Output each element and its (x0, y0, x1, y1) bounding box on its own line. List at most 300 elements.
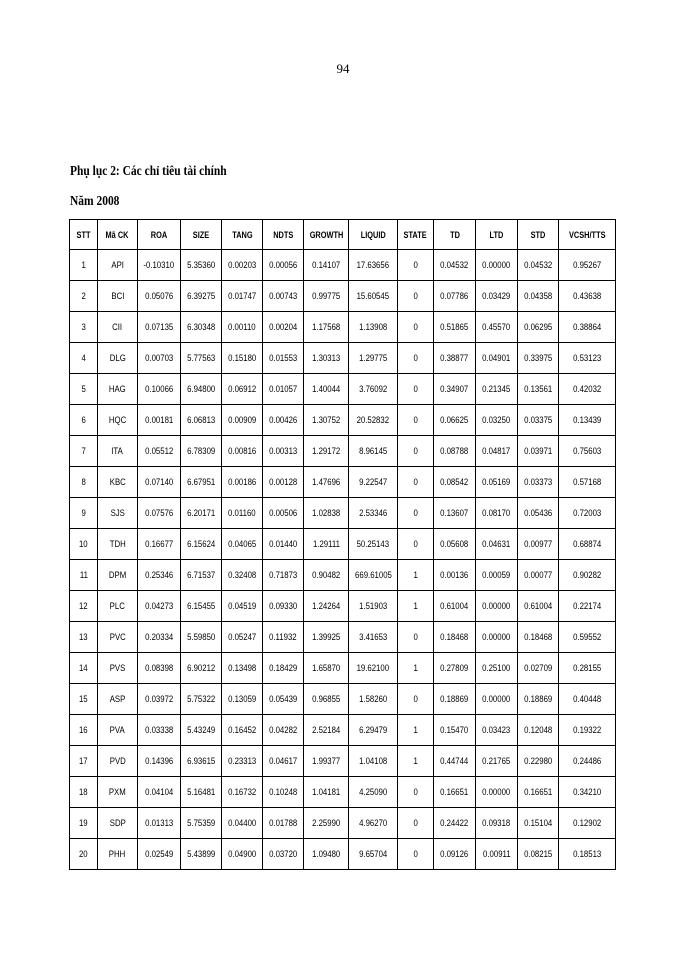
table-cell (138, 839, 181, 870)
cell-value: 0.99775 (311, 290, 341, 302)
cell-value: 0.06295 (523, 321, 553, 333)
table-cell (98, 250, 138, 281)
cell-value: 5.43899 (186, 848, 216, 860)
cell-value: 0.59552 (572, 631, 602, 643)
table-cell (518, 715, 559, 746)
table-cell (559, 529, 616, 560)
table-cell (263, 653, 304, 684)
column-header-label: LTD (489, 229, 504, 240)
cell-value: PHH (109, 848, 126, 860)
table-cell (138, 808, 181, 839)
table-cell (138, 560, 181, 591)
table-cell (349, 746, 398, 777)
table-cell (434, 653, 476, 684)
cell-value: 0.04519 (227, 600, 257, 612)
cell-value: 3.41653 (358, 631, 388, 643)
table-row (70, 467, 616, 498)
table-cell (398, 591, 434, 622)
cell-value: 5.35360 (186, 259, 216, 271)
table-cell (222, 560, 263, 591)
table-cell (304, 777, 349, 808)
table-cell (476, 374, 518, 405)
cell-value: 0.04282 (268, 724, 298, 736)
table-cell (518, 529, 559, 560)
cell-value: 2.53346 (358, 507, 388, 519)
cell-value: 6.30348 (186, 321, 216, 333)
cell-value: PLC (109, 600, 126, 612)
cell-value: 0 (413, 259, 418, 271)
cell-value: 0.27809 (440, 662, 469, 674)
table-cell (222, 839, 263, 870)
table-cell (138, 591, 181, 622)
table-cell (98, 312, 138, 343)
table-cell (138, 312, 181, 343)
table-cell (304, 343, 349, 374)
table-cell (434, 250, 476, 281)
table-cell (434, 498, 476, 529)
table-cell (518, 374, 559, 405)
table-cell (263, 746, 304, 777)
table-cell (349, 684, 398, 715)
table-cell (349, 591, 398, 622)
cell-value: 0.18869 (523, 693, 553, 705)
column-header (70, 220, 98, 250)
table-cell (398, 839, 434, 870)
table-cell (222, 684, 263, 715)
cell-value: 0.38864 (572, 321, 602, 333)
cell-value: 0.04358 (523, 290, 553, 302)
table-row (70, 777, 616, 808)
table-cell (98, 467, 138, 498)
cell-value: 0 (413, 445, 418, 457)
cell-value: 1.29111 (312, 538, 340, 550)
cell-value: 0.00056 (268, 259, 298, 271)
cell-value: 0.09318 (482, 817, 511, 829)
table-row (70, 343, 616, 374)
cell-value: 0.01747 (227, 290, 257, 302)
table-cell (222, 467, 263, 498)
cell-value: 19.62100 (356, 662, 390, 674)
table-cell (222, 374, 263, 405)
table-cell (98, 591, 138, 622)
cell-value: 0 (413, 476, 418, 488)
cell-value: 0.07135 (144, 321, 174, 333)
cell-value: BCI (111, 290, 124, 302)
cell-value: 0.90482 (311, 569, 341, 581)
table-cell (181, 777, 222, 808)
cell-value: 0.00743 (268, 290, 298, 302)
table-cell (349, 622, 398, 653)
cell-value: 15.60545 (356, 290, 390, 302)
cell-value: 0 (413, 321, 418, 333)
table-cell (263, 622, 304, 653)
table-cell (349, 312, 398, 343)
cell-value: 0.05512 (144, 445, 174, 457)
cell-value: 0.05247 (227, 631, 257, 643)
cell-value: 0.00077 (523, 569, 553, 581)
table-cell (476, 622, 518, 653)
table-cell (222, 405, 263, 436)
cell-value: 0.05169 (482, 476, 511, 488)
cell-value: HQC (108, 414, 127, 426)
cell-value: 1.65870 (311, 662, 341, 674)
column-header-label: VCSH/TTS (568, 229, 606, 240)
cell-value: 20 (79, 848, 88, 860)
table-row (70, 281, 616, 312)
cell-value: 0 (413, 693, 418, 705)
table-cell (181, 281, 222, 312)
table-cell (559, 560, 616, 591)
table-cell (304, 529, 349, 560)
cell-value: 0.00000 (482, 631, 511, 643)
table-cell (98, 436, 138, 467)
table-cell (263, 343, 304, 374)
table-cell (98, 839, 138, 870)
cell-value: 0.95267 (572, 259, 602, 271)
cell-value: 1 (413, 724, 418, 736)
cell-value: 0.24422 (440, 817, 469, 829)
cell-value: 0.04532 (440, 259, 469, 271)
table-cell (70, 560, 98, 591)
cell-value: 4.25090 (358, 786, 388, 798)
table-cell (349, 653, 398, 684)
cell-value: 0.13059 (227, 693, 257, 705)
table-row (70, 591, 616, 622)
column-header (398, 220, 434, 250)
cell-value: 0.01057 (268, 383, 298, 395)
table-row (70, 808, 616, 839)
cell-value: 1.30313 (311, 352, 341, 364)
table-cell (70, 405, 98, 436)
cell-value: 0.21765 (482, 755, 511, 767)
cell-value: 0.23313 (227, 755, 257, 767)
cell-value: 0 (413, 414, 418, 426)
table-cell (518, 653, 559, 684)
table-cell (476, 684, 518, 715)
table-cell (181, 498, 222, 529)
table-cell (70, 808, 98, 839)
table-cell (70, 374, 98, 405)
cell-value: 0.40448 (572, 693, 602, 705)
cell-value: 17 (79, 755, 88, 767)
table-cell (398, 808, 434, 839)
table-cell (181, 312, 222, 343)
cell-value: 4 (81, 352, 86, 364)
cell-value: 0.34907 (440, 383, 469, 395)
table-cell (434, 715, 476, 746)
cell-value: 0.04532 (523, 259, 553, 271)
cell-value: SJS (110, 507, 125, 519)
cell-value: 5.59850 (186, 631, 216, 643)
table-cell (349, 777, 398, 808)
column-header (559, 220, 616, 250)
table-cell (138, 467, 181, 498)
cell-value: 0.00977 (523, 538, 553, 550)
table-cell (222, 653, 263, 684)
table-cell (138, 715, 181, 746)
cell-value: 0.10066 (144, 383, 174, 395)
table-cell (222, 622, 263, 653)
table-cell (263, 312, 304, 343)
table-cell (398, 343, 434, 374)
table-cell (98, 715, 138, 746)
table-cell (70, 467, 98, 498)
table-cell (181, 746, 222, 777)
cell-value: 0.00000 (482, 786, 511, 798)
cell-value: 0.44744 (440, 755, 469, 767)
table-cell (559, 374, 616, 405)
cell-value: 1.13908 (358, 321, 388, 333)
cell-value: 6.94800 (186, 383, 216, 395)
table-cell (181, 436, 222, 467)
table-cell (98, 653, 138, 684)
cell-value: 0.38877 (440, 352, 469, 364)
table-cell (181, 250, 222, 281)
table-cell (70, 715, 98, 746)
cell-value: 0.01313 (144, 817, 174, 829)
cell-value: 9.22547 (358, 476, 388, 488)
cell-value: 6.67951 (186, 476, 216, 488)
table-cell (181, 622, 222, 653)
table-cell (349, 343, 398, 374)
table-cell (559, 250, 616, 281)
table-cell (263, 374, 304, 405)
table-cell (398, 281, 434, 312)
table-body (70, 250, 616, 870)
cell-value: 0.00426 (268, 414, 298, 426)
table-cell (434, 467, 476, 498)
table-cell (181, 808, 222, 839)
table-cell (263, 250, 304, 281)
table-cell (349, 529, 398, 560)
cell-value: 16 (79, 724, 88, 736)
cell-value: 1.09480 (311, 848, 341, 860)
table-row (70, 436, 616, 467)
table-cell (398, 498, 434, 529)
cell-value: 0.02709 (523, 662, 553, 674)
cell-value: 0.04617 (268, 755, 298, 767)
table-cell (70, 591, 98, 622)
table-cell (476, 405, 518, 436)
cell-value: KBC (109, 476, 126, 488)
cell-value: ASP (109, 693, 126, 705)
table-cell (518, 436, 559, 467)
cell-value: 6.15624 (186, 538, 216, 550)
cell-value: -0.10310 (143, 259, 175, 271)
table-cell (70, 653, 98, 684)
table-cell (70, 622, 98, 653)
cell-value: 19 (79, 817, 88, 829)
table-cell (476, 467, 518, 498)
cell-value: 0.75603 (572, 445, 602, 457)
cell-value: 0.15104 (523, 817, 553, 829)
cell-value: 0.00204 (268, 321, 298, 333)
cell-value: 0.03423 (482, 724, 511, 736)
cell-value: 0.03429 (482, 290, 511, 302)
cell-value: 6 (81, 414, 86, 426)
table-cell (263, 436, 304, 467)
cell-value: 0.03972 (144, 693, 174, 705)
table-cell (434, 746, 476, 777)
table-cell (349, 498, 398, 529)
table-cell (434, 591, 476, 622)
table-cell (476, 777, 518, 808)
table-cell (222, 250, 263, 281)
cell-value: 0.42032 (572, 383, 602, 395)
table-cell (70, 343, 98, 374)
cell-value: 0.08788 (440, 445, 469, 457)
cell-value: 1 (413, 569, 418, 581)
cell-value: DLG (109, 352, 126, 364)
cell-value: 0.00136 (440, 569, 469, 581)
table-cell (434, 684, 476, 715)
table-cell (222, 436, 263, 467)
table-cell (434, 777, 476, 808)
cell-value: 0.00506 (268, 507, 298, 519)
table-cell (434, 343, 476, 374)
table-cell (398, 312, 434, 343)
cell-value: 0.00186 (227, 476, 257, 488)
cell-value: 0 (413, 538, 418, 550)
table-cell (398, 405, 434, 436)
table-cell (304, 839, 349, 870)
cell-value: 0.00909 (227, 414, 257, 426)
column-header (181, 220, 222, 250)
table-cell (263, 498, 304, 529)
table-cell (263, 591, 304, 622)
cell-value: 0 (413, 848, 418, 860)
table-cell (398, 374, 434, 405)
cell-value: 2 (81, 290, 86, 302)
table-cell (518, 498, 559, 529)
column-header-label: LIQUID (360, 229, 386, 240)
table-row (70, 622, 616, 653)
table-cell (304, 436, 349, 467)
table-cell (476, 591, 518, 622)
table-cell (70, 746, 98, 777)
table-cell (70, 312, 98, 343)
cell-value: 0 (413, 383, 418, 395)
table-cell (559, 715, 616, 746)
table-cell (518, 777, 559, 808)
table-cell (138, 529, 181, 560)
table-cell (518, 684, 559, 715)
table-cell (222, 591, 263, 622)
cell-value: 17.63656 (356, 259, 390, 271)
cell-value: 0.57168 (572, 476, 602, 488)
cell-value: 1.24264 (311, 600, 341, 612)
table-cell (70, 498, 98, 529)
table-row (70, 312, 616, 343)
table-cell (138, 653, 181, 684)
table-cell (476, 746, 518, 777)
table-cell (70, 250, 98, 281)
cell-value: 0.16651 (523, 786, 553, 798)
table-cell (559, 839, 616, 870)
table-cell (398, 467, 434, 498)
cell-value: API (111, 259, 124, 271)
table-cell (434, 560, 476, 591)
cell-value: 1.30752 (311, 414, 341, 426)
cell-value: 0.14396 (144, 755, 174, 767)
table-cell (70, 436, 98, 467)
cell-value: 0 (413, 817, 418, 829)
table-cell (70, 529, 98, 560)
table-cell (181, 374, 222, 405)
cell-value: 6.15455 (186, 600, 216, 612)
table-cell (222, 343, 263, 374)
table-cell (98, 560, 138, 591)
column-header-label: GROWTH (309, 229, 343, 240)
cell-value: PXM (109, 786, 126, 798)
table-cell (263, 281, 304, 312)
appendix-title: Phụ lục 2: Các chỉ tiêu tài chính (70, 164, 227, 179)
table-cell (181, 343, 222, 374)
table-cell (70, 281, 98, 312)
cell-value: 0.03971 (523, 445, 553, 457)
cell-value: 1.40044 (311, 383, 341, 395)
table-cell (518, 591, 559, 622)
table-cell (98, 281, 138, 312)
cell-value: 1.47696 (311, 476, 341, 488)
cell-value: 50.25143 (356, 538, 390, 550)
table-cell (476, 281, 518, 312)
table-row (70, 746, 616, 777)
cell-value: 0 (413, 507, 418, 519)
table-cell (398, 560, 434, 591)
cell-value: 0.00128 (268, 476, 298, 488)
column-header (222, 220, 263, 250)
cell-value: HAG (109, 383, 126, 395)
table-cell (181, 715, 222, 746)
table-cell (181, 405, 222, 436)
table-row (70, 250, 616, 281)
cell-value: 0.03250 (482, 414, 511, 426)
cell-value: 0.05608 (440, 538, 469, 550)
cell-value: 0.15180 (227, 352, 257, 364)
cell-value: 0.05436 (523, 507, 553, 519)
table-cell (304, 653, 349, 684)
table-cell (559, 405, 616, 436)
table-cell (181, 684, 222, 715)
cell-value: 0.01788 (268, 817, 298, 829)
cell-value: PVA (109, 724, 126, 736)
table-cell (98, 746, 138, 777)
cell-value: PVS (109, 662, 126, 674)
table-cell (476, 312, 518, 343)
cell-value: 0.13498 (227, 662, 257, 674)
table-cell (98, 343, 138, 374)
table-cell (222, 529, 263, 560)
cell-value: 0.06912 (227, 383, 257, 395)
cell-value: 6.29479 (358, 724, 388, 736)
table-cell (304, 808, 349, 839)
table-cell (559, 746, 616, 777)
column-header-label: SIZE (192, 229, 210, 240)
cell-value: 1.39925 (311, 631, 341, 643)
table-cell (263, 467, 304, 498)
cell-value: 5.75322 (186, 693, 216, 705)
table-cell (263, 839, 304, 870)
table-row (70, 560, 616, 591)
table-row (70, 684, 616, 715)
table-cell (559, 777, 616, 808)
table-cell (222, 715, 263, 746)
table-cell (398, 715, 434, 746)
cell-value: 0.00110 (228, 321, 256, 333)
cell-value: 0.01440 (268, 538, 298, 550)
cell-value: 0.16732 (227, 786, 257, 798)
